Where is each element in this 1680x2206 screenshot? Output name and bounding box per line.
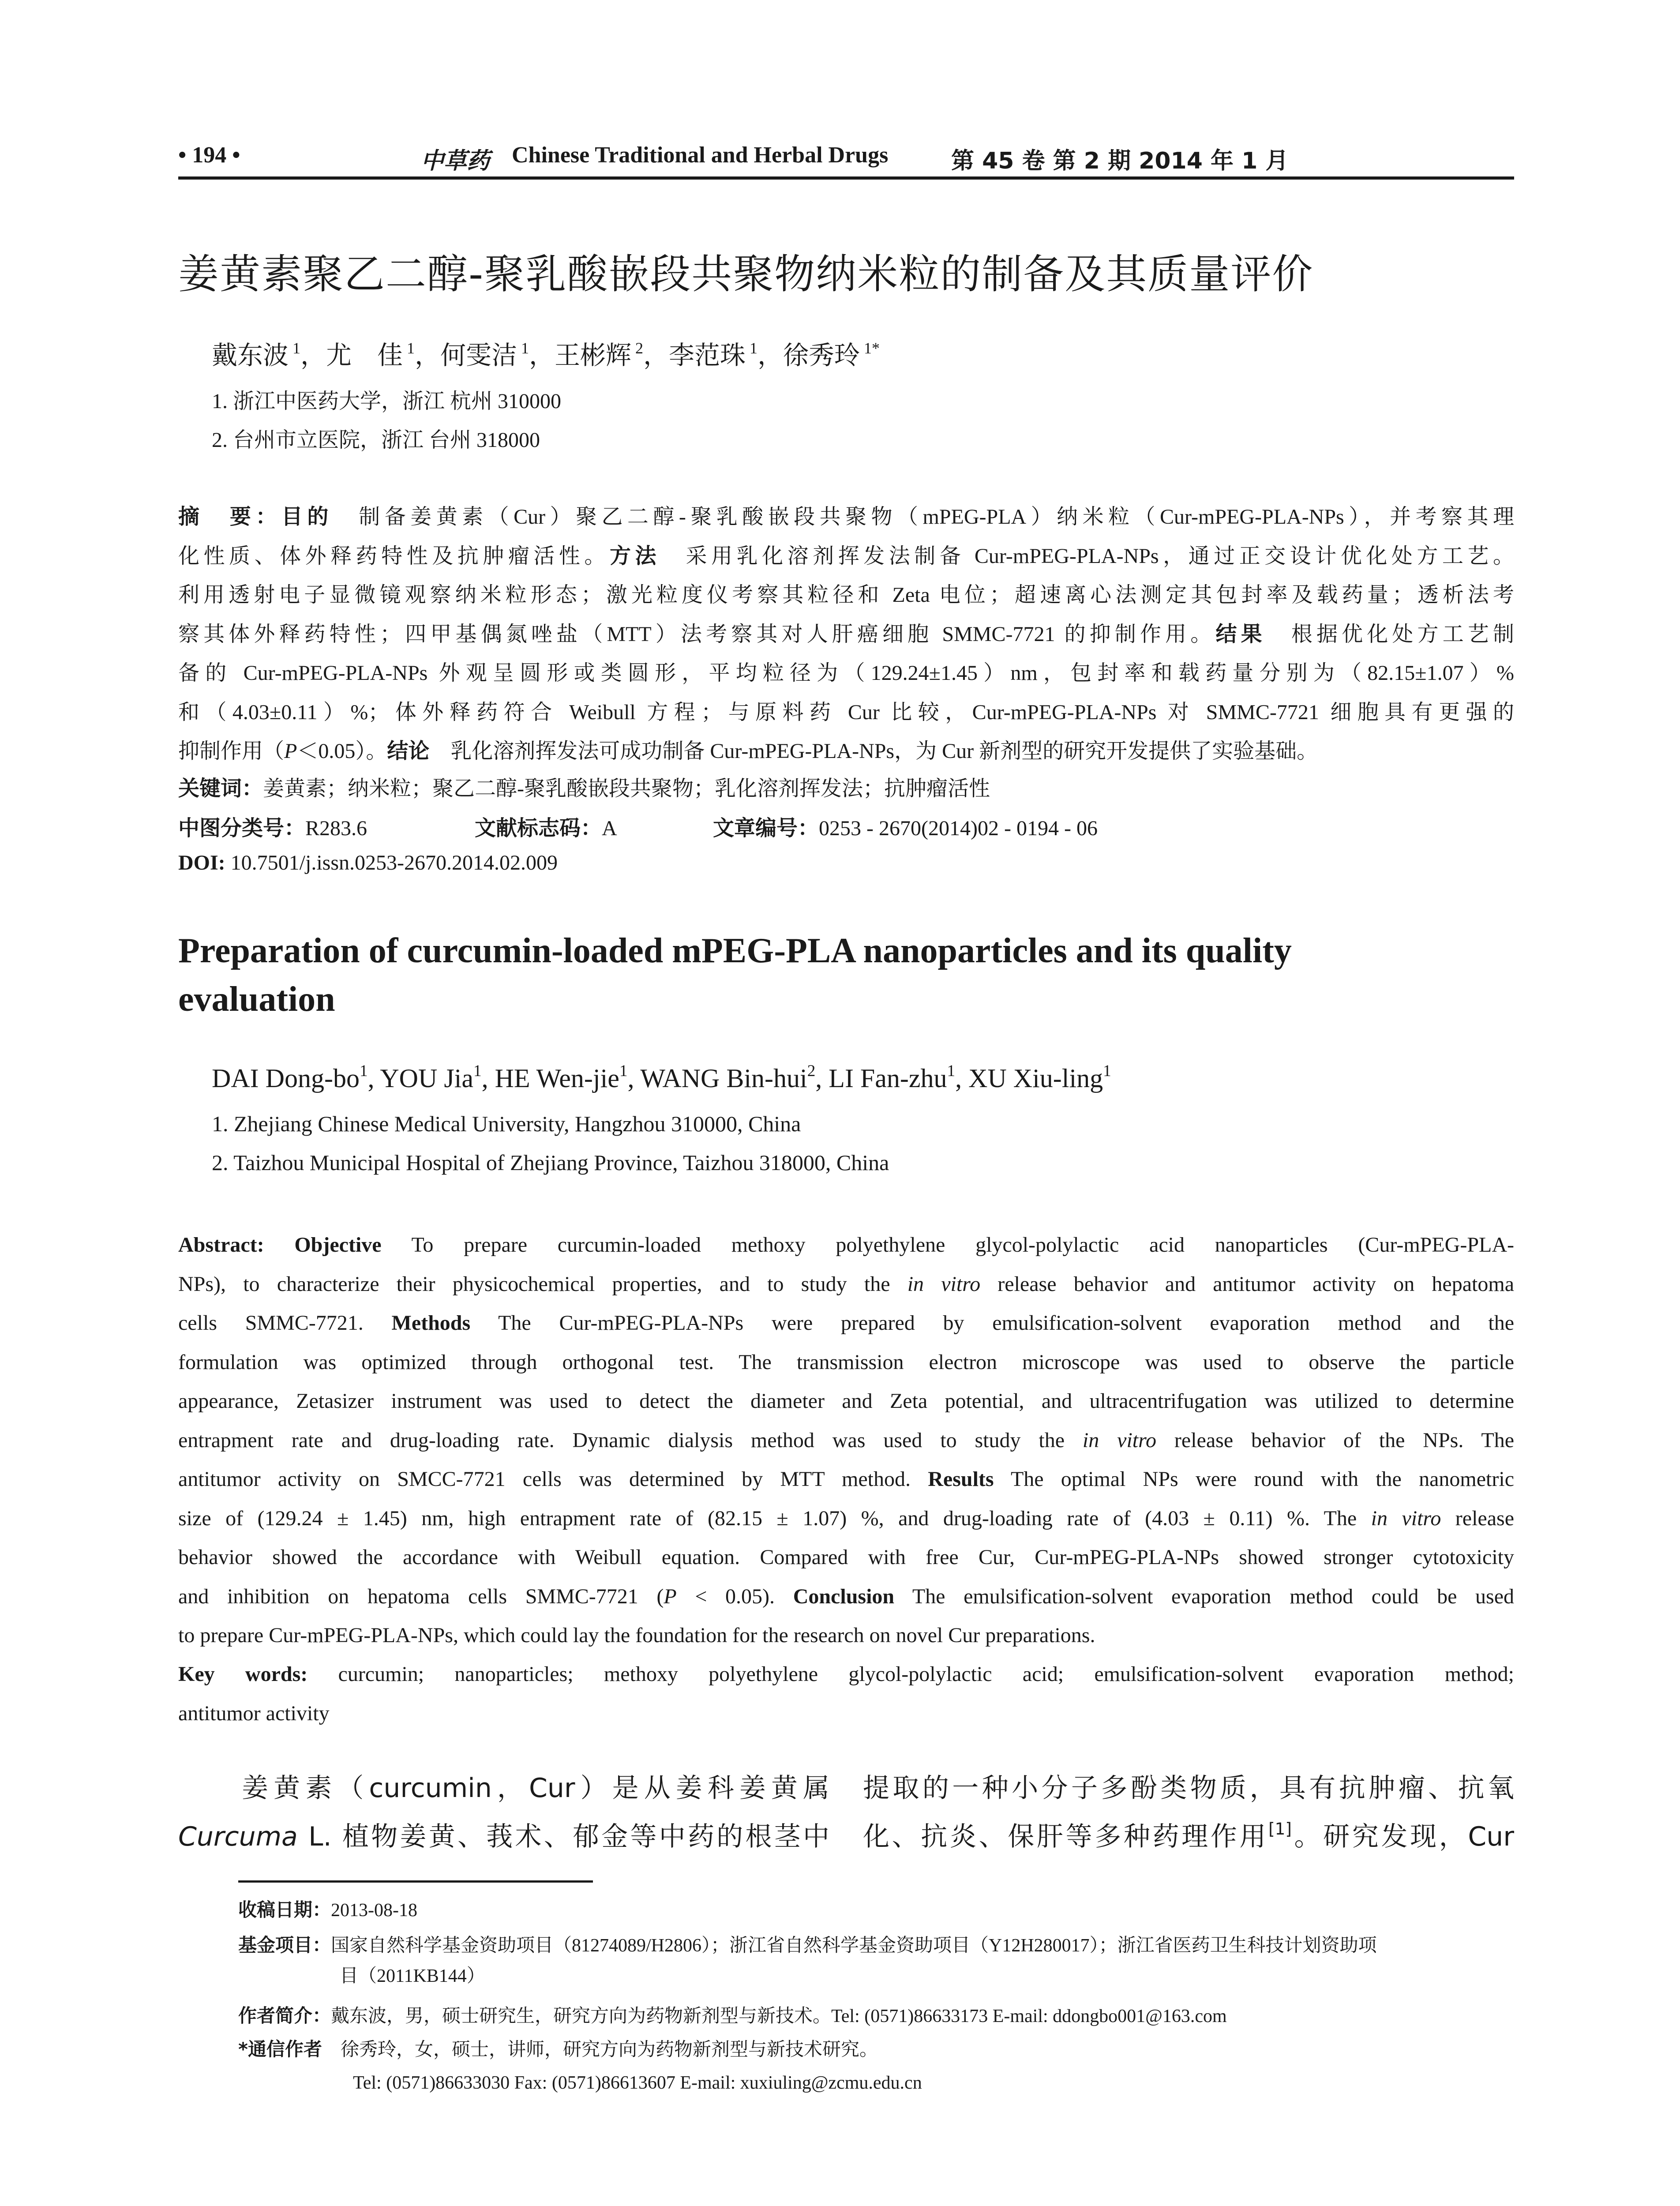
text-run: 。研究发现，Cur [1291, 1821, 1514, 1852]
citation-sup: [1] [1268, 1819, 1292, 1839]
body-line [178, 1764, 829, 1812]
abstract-en-line [178, 1577, 1514, 1617]
section-heading: 结论 [387, 739, 430, 763]
text-run: in vitro [1082, 1428, 1157, 1452]
journal-name-en: Chinese Traditional and Herbal Drugs [512, 143, 889, 168]
abstract-en-line [178, 1226, 1514, 1265]
text-run: 和（4.03±0.11）%；体外释药符合 Weibull 方程；与原料药 Cur 比较，Cur-mPEG-PLA-NPs 对 SMMC-7721 细胞具有更强的 [178, 700, 1514, 724]
clc-label: 中图分类号： [178, 816, 306, 840]
article-number-label: 文章编号： [713, 816, 819, 840]
page-number: • 194 • [178, 143, 240, 168]
abstract-cn-line [178, 732, 1514, 771]
affiliation-en-1: 1. Zhejiang Chinese Medical University, Hangzhou 310000, China [212, 1111, 801, 1136]
author-cn-name: 徐秀玲 [783, 340, 860, 370]
keywords-en-line-1: curcumin; nanoparticles; methoxy polyethylene glycol-polylactic acid; emulsification-solvent evaporation method; [308, 1662, 1514, 1686]
abstract-cn-line [178, 498, 1514, 537]
affiliation-en-2: 2. Taizhou Municipal Hospital of Zhejiang Province, Taizhou 318000, China [212, 1150, 889, 1175]
footnote-author [238, 2003, 1227, 2029]
text-run: cells SMMC-7721. [178, 1311, 392, 1335]
title-en-line-1: Preparation of curcumin-loaded mPEG-PLA nanoparticles and its quality [178, 931, 1292, 970]
keywords-en-label: Key words: [178, 1662, 308, 1686]
abstract-cn-line [178, 615, 1514, 654]
affiliation-cn-1: 1. 浙江中医药大学，浙江 杭州 310000 [212, 390, 562, 413]
doc-code-value: A [602, 817, 617, 840]
abstract-en-line [178, 1265, 1514, 1304]
section-heading: Conclusion [793, 1584, 895, 1608]
article-number [713, 811, 1098, 841]
text-run: 抑制作用（ [178, 739, 285, 763]
section-heading: 目的 [281, 505, 333, 529]
classification-row [178, 811, 367, 841]
author-en-name: DAI Dong-bo [212, 1064, 360, 1093]
abstract-cn-line [178, 576, 1514, 615]
text-run: To prepare curcumin-loaded methoxy polyethylene glycol-polylactic acid nanoparticles (Cur-mPEG-PLA- [381, 1233, 1514, 1257]
corresponding-line-1: 徐秀玲，女，硕士，讲师，研究方向为药物新剂型与新技术研究。 [340, 2040, 878, 2060]
author-en-affiliation-mark: 1 [947, 1062, 956, 1080]
text-run: release behavior of the NPs. The [1156, 1428, 1514, 1452]
abstract-en-line [178, 1421, 1514, 1460]
fund-label: 基金项目： [238, 1934, 331, 1956]
keywords-cn-label: 关键词： [178, 776, 263, 801]
abstract-cn-line [178, 693, 1514, 732]
section-heading: Results [928, 1467, 994, 1491]
body-line [863, 1764, 1514, 1812]
abstract-cn-line [178, 537, 1514, 576]
author-cn-affiliation-mark: 1 [403, 339, 415, 357]
abstract-cn-line [178, 654, 1514, 693]
doi [178, 851, 558, 875]
received-date: 2013-08-18 [331, 1900, 417, 1921]
text-run: 化性质、体外释药特性及抗肿瘤活性。 [178, 544, 610, 568]
text-run: 姜黄素（curcumin，Cur）是从姜科姜黄属 [178, 1773, 829, 1804]
text-run: 根据优化处方工艺制 [1266, 622, 1514, 646]
author-cn-name: 戴东波 [212, 340, 289, 370]
section-heading: 方法 [609, 544, 661, 568]
author-cn-affiliation-mark: 2 [631, 339, 643, 357]
header-rule [178, 176, 1514, 180]
journal-name-cn: 中草药 [421, 148, 490, 174]
body-line [863, 1812, 1514, 1861]
doc-code [475, 811, 617, 841]
author-en-name: LI Fan-zhu [829, 1064, 947, 1093]
doc-code-label: 文献标志码： [475, 816, 602, 840]
text-run: antitumor activity on SMCC-7721 cells was determined by MTT method. [178, 1467, 928, 1491]
author-cn-name: 王彬辉 [555, 340, 632, 370]
text-run: 备的 Cur-mPEG-PLA-NPs 外观呈圆形或类圆形，平均粒径为（129.24±1.45）nm，包封率和载药量分别为（82.15±1.07）% [178, 661, 1514, 685]
author-cn-affiliation-mark: 1 [517, 339, 529, 357]
text-run: ＜0.05）。 [297, 739, 387, 763]
abstract-en-line [178, 1304, 1514, 1343]
keywords-cn-text: 姜黄素；纳米粒；聚乙二醇-聚乳酸嵌段共聚物；乳化溶剂挥发法；抗肿瘤活性 [263, 777, 990, 800]
body-right-column [863, 1764, 1514, 1861]
text-run: < 0.05). [676, 1584, 793, 1608]
abstract-cn [178, 498, 1514, 771]
text-run: P [284, 739, 297, 763]
text-run: to prepare Cur-mPEG-PLA-NPs, which could lay the foundation for the research on novel Cur preparations. [178, 1624, 1095, 1647]
author-en-affiliation-mark: 1 [619, 1062, 628, 1080]
text-run: 乳化溶剂挥发法可成功制备 Cur-mPEG-PLA-NPs，为 Cur 新剂型的研究开发提供了实验基础。 [429, 739, 1318, 763]
author-en-affiliation-mark: 1 [473, 1062, 482, 1080]
text-run: 制备姜黄素（Cur）聚乙二醇-聚乳酸嵌段共聚物（mPEG-PLA）纳米粒（Cur-mPEG-PLA-NPs），并考察其理 [333, 505, 1514, 529]
text-run: 察其体外释药特性；四甲基偶氮唑盐（MTT）法考察其对人肝癌细胞 SMMC-7721 的抑制作用。 [178, 622, 1216, 646]
text-run: size of (129.24 ± 1.45) nm, high entrapment rate of (82.15 ± 1.07) %, and drug-loading rate of (4.03 ± 0.11) %. The [178, 1506, 1371, 1530]
keywords-cn [178, 771, 990, 802]
abstract-en [178, 1226, 1514, 1655]
text-run: 化、抗炎、保肝等多种药理作用 [863, 1821, 1269, 1852]
text-run: 利用透射电子显微镜观察纳米粒形态；激光粒度仪考察其粒径和 Zeta 电位；超速离心法测定其包封率及载药量；透析法考 [178, 583, 1514, 607]
text-run: appearance, Zetasizer instrument was used to detect the diameter and Zeta potential, and ultracentrifugation was utilized to determine [178, 1389, 1514, 1413]
authors-cn: 戴东波 $^1$，尤 佳 $^1$，何雯洁 $^1$，王彬辉 $^2$，李范珠 $^1$，徐秀玲 $^{1*}$ [212, 339, 880, 370]
text-run: 采用乳化溶剂挥发法制备 Cur-mPEG-PLA-NPs，通过正交设计优化处方工艺。 [660, 544, 1514, 568]
text-run: release [1441, 1506, 1514, 1530]
author-cn-name: 李范珠 [669, 340, 746, 370]
author-cn-name: 尤 佳 [326, 340, 403, 370]
footnote-received [238, 1897, 417, 1923]
author-cn-affiliation-mark: 1 [746, 339, 758, 357]
section-heading: Methods [391, 1311, 471, 1335]
section-heading: Abstract: Objective [178, 1233, 382, 1257]
footnote-rule [238, 1880, 593, 1883]
author-cn-affiliation-mark: 1 [289, 339, 300, 357]
section-heading: 摘 要： [178, 505, 281, 529]
title-cn: 姜黄素聚乙二醇-聚乳酸嵌段共聚物纳米粒的制备及其质量评价 [178, 251, 1314, 298]
author-en-name: WANG Bin-hui [640, 1064, 807, 1093]
footnote-corresponding [238, 2037, 878, 2063]
text-run: P [664, 1584, 677, 1608]
author-cn-name: 何雯洁 [440, 340, 518, 370]
title-en-line-2: evaluation [178, 980, 335, 1019]
doi-label: DOI: [178, 851, 225, 874]
author-info: 戴东波，男，硕士研究生，研究方向为药物新剂型与新技术。Tel: (0571)86633173 E-mail: ddongbo001@163.com [331, 2006, 1227, 2026]
text-run: L. 植物姜黄、莪术、郁金等中药的根茎中 [297, 1821, 829, 1852]
corresponding-label: *通信作者 [238, 2038, 322, 2060]
text-run: The optimal NPs were round with the nanometric [994, 1467, 1514, 1491]
author-label: 作者简介： [238, 2005, 331, 2026]
body-line [178, 1812, 829, 1861]
authors-en: DAI Dong-$bo^1$, YOU Jia$^1$, HE Wen-jie$^1$, WANG Bin-hui$^2$, LI Fan-zhu$^1$, XU Xiu-ling$^1$ [212, 1062, 1111, 1093]
text-run: in vitro [1371, 1506, 1441, 1530]
author-en-name: HE Wen-jie [495, 1064, 619, 1093]
footnote-fund [238, 1932, 1377, 1958]
fund-line-1: 国家自然科学基金资助项目（81274089/H2806）；浙江省自然科学基金资助项目（Y12H280017）；浙江省医药卫生科技计划资助项 [331, 1936, 1377, 1956]
text-run: entrapment rate and drug-loading rate. Dynamic dialysis method was used to study the [178, 1428, 1083, 1452]
title-en [178, 927, 1514, 1024]
footnote-fund-line-2: 目（2011KB144） [340, 1966, 485, 1986]
text-run: The emulsification-solvent evaporation method could be used [894, 1584, 1514, 1608]
abstract-en-line [178, 1499, 1514, 1538]
clc-value: R283.6 [305, 817, 368, 840]
author-en-affiliation-mark: 1 [1103, 1062, 1111, 1080]
doi-value: 10.7501/j.issn.0253-2670.2014.02.009 [230, 851, 558, 874]
text-run: behavior showed the accordance with Weibull equation. Compared with free Cur, Cur-mPEG-PLA-NPs showed stronger cytotoxicity [178, 1546, 1514, 1569]
footnote-corresponding-contact: Tel: (0571)86633030 Fax: (0571)86613607 E-mail: xuxiuling@zcmu.edu.cn [353, 2073, 922, 2093]
author-cn-affiliation-mark: 1* [860, 339, 880, 357]
text-run: Curcuma [178, 1821, 298, 1852]
journal-issue: 第 45 卷 第 2 期 2014 年 1 月 [951, 148, 1289, 174]
keywords-en-line-2: antitumor activity [178, 1701, 330, 1725]
body-left-column [178, 1764, 829, 1861]
abstract-en-line [178, 1343, 1514, 1382]
text-run: release behavior and antitumor activity on hepatoma [980, 1272, 1514, 1296]
author-en-name: XU Xiu-ling [968, 1064, 1103, 1093]
keywords-en [178, 1655, 1514, 1733]
abstract-en-line [178, 1460, 1514, 1499]
abstract-en-line [178, 1538, 1514, 1577]
text-run: formulation was optimized through orthogonal test. The transmission electron microscope was used to observe the particle [178, 1350, 1514, 1374]
article-number-value: 0253 - 2670(2014)02 - 0194 - 06 [819, 817, 1098, 840]
author-en-name: YOU Jia [380, 1064, 473, 1093]
text-run: NPs), to characterize their physicochemical properties, and to study the [178, 1272, 908, 1296]
abstract-en-line [178, 1382, 1514, 1421]
affiliation-cn-2: 2. 台州市立医院，浙江 台州 318000 [212, 428, 540, 452]
text-run: and inhibition on hepatoma cells SMMC-7721 ( [178, 1584, 664, 1608]
author-en-affiliation-mark: 1 [359, 1062, 368, 1080]
section-heading: 结果 [1215, 622, 1266, 646]
abstract-en-line [178, 1616, 1514, 1655]
author-en-affiliation-mark: 2 [807, 1062, 816, 1080]
text-run: The Cur-mPEG-PLA-NPs were prepared by emulsification-solvent evaporation method and the [470, 1311, 1514, 1335]
text-run: in vitro [907, 1272, 981, 1296]
received-label: 收稿日期： [238, 1899, 331, 1921]
text-run: 提取的一种小分子多酚类物质，具有抗肿瘤、抗氧 [863, 1773, 1514, 1804]
